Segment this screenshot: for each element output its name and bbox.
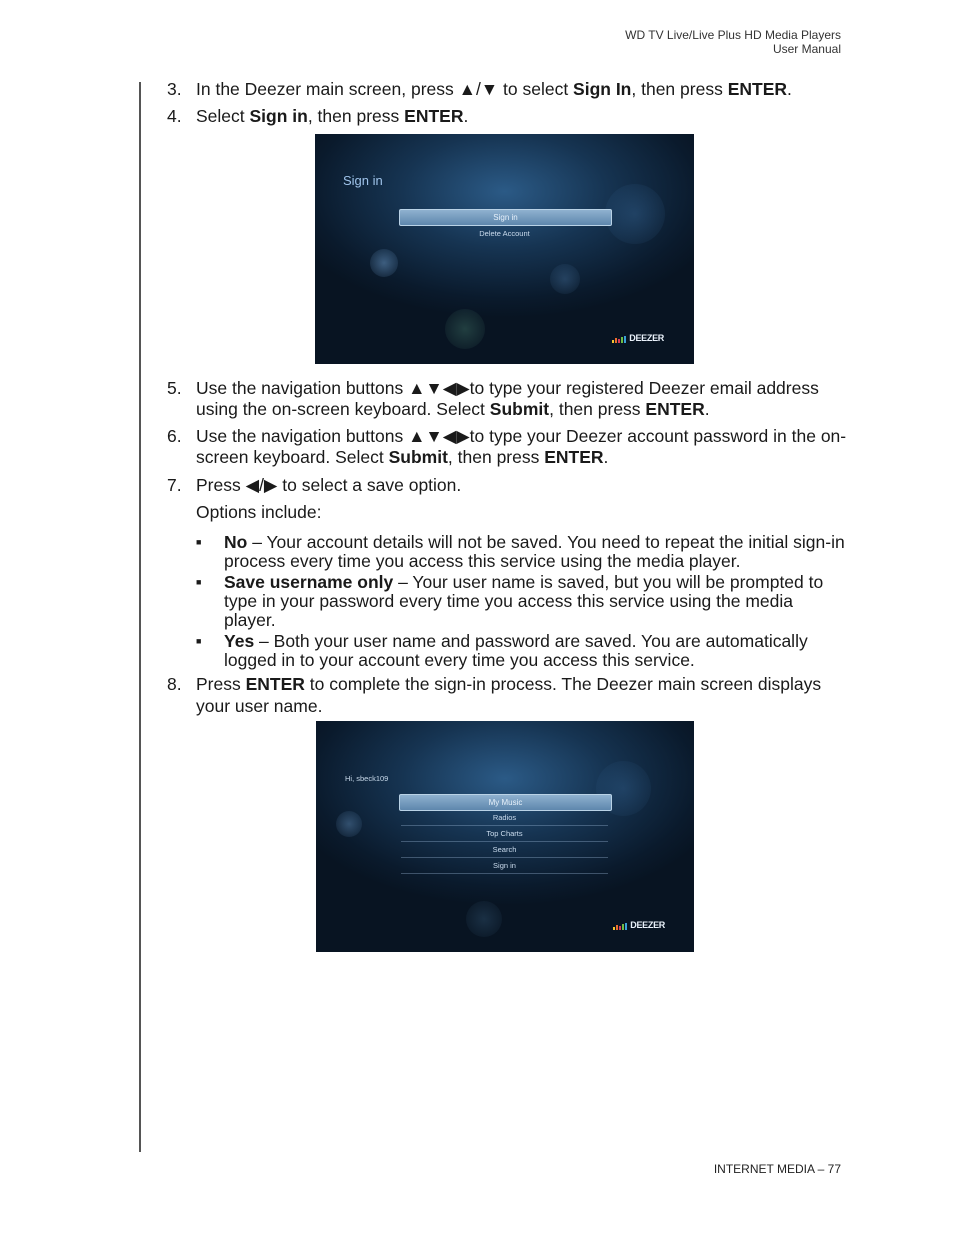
menu-item-sign-in[interactable]: Sign in: [399, 209, 612, 226]
left-right-arrows-icon: ◀/▶: [245, 475, 278, 495]
bokeh-orb: [605, 184, 665, 244]
square-bullet-icon: ■: [196, 537, 202, 547]
screenshot-sign-in: [315, 134, 694, 364]
square-bullet-icon: ■: [196, 577, 202, 587]
menu-divider: [401, 873, 608, 874]
options-list: [196, 533, 847, 670]
bokeh-orb: [336, 811, 362, 837]
step-5: [167, 378, 847, 420]
greeting-username: Hi, sbeck109: [345, 774, 389, 783]
bokeh-orb: [445, 309, 485, 349]
step-8: [167, 673, 847, 717]
navigation-arrows-icon: ▲▼◀▶: [408, 426, 470, 446]
step-number: 5.: [167, 378, 182, 398]
option-save-username: ■ Save username only – Your user name is saved, but you will be prompted to type in your password every time you access this service using the media player.: [196, 572, 824, 630]
menu-divider: [401, 841, 608, 842]
step-text: Use the navigation buttons ▲▼◀▶to type your Deezer account password in the on-screen keyboard. Select Submit, then press ENTER.: [196, 426, 847, 467]
step-number: 6.: [167, 426, 182, 446]
running-header: [625, 28, 841, 56]
menu-item-radios[interactable]: Radios: [492, 813, 517, 822]
step-number: 8.: [167, 674, 182, 694]
deezer-logo: DEEZER: [612, 334, 664, 343]
step-text: In the Deezer main screen, press ▲/▼ to select Sign In, then press ENTER.: [196, 79, 792, 99]
header-manual-label: User Manual: [772, 42, 841, 56]
menu-divider: [401, 825, 608, 826]
bokeh-orb: [370, 249, 398, 277]
step-7: [167, 475, 847, 496]
margin-rule: [139, 82, 141, 1152]
step-text: Use the navigation buttons ▲▼◀▶to type your registered Deezer email address using the on-screen keyboard. Select Submit, then press ENTER.: [196, 378, 819, 419]
menu-item-delete-account[interactable]: Delete Account: [479, 229, 530, 238]
page-footer: INTERNET MEDIA – 77: [713, 1162, 841, 1176]
menu-divider: [401, 857, 608, 858]
step-number: 3.: [167, 79, 182, 99]
deezer-logo: DEEZER: [613, 921, 665, 930]
step-4: [167, 106, 847, 127]
menu-item-my-music[interactable]: My Music: [399, 794, 612, 811]
header-product-title: WD TV Live/Live Plus HD Media Players: [625, 28, 841, 42]
screenshot-main-screen: [316, 721, 694, 952]
navigation-arrows-icon: ▲▼◀▶: [408, 378, 470, 398]
step-text: Press ◀/▶ to select a save option.: [196, 475, 462, 495]
step-text: Press ENTER to complete the sign-in process. The Deezer main screen displays your user name.: [196, 674, 822, 716]
step-number: 4.: [167, 106, 182, 126]
up-down-arrows-icon: ▲/▼: [458, 79, 499, 99]
bokeh-orb: [550, 264, 580, 294]
screen-title: Sign in: [343, 173, 383, 188]
equalizer-icon: [612, 336, 627, 343]
menu-item-search[interactable]: Search: [492, 845, 517, 854]
step-6: [167, 426, 847, 468]
step-text: Select Sign in, then press ENTER.: [196, 106, 469, 126]
equalizer-icon: [613, 923, 628, 930]
option-no: ■ No – Your account details will not be saved. You need to repeat the initial sign-in process every time you access this service using the media player.: [196, 532, 845, 571]
square-bullet-icon: ■: [196, 636, 202, 646]
menu-item-sign-in[interactable]: Sign in: [493, 861, 516, 870]
menu-item-top-charts[interactable]: Top Charts: [486, 829, 523, 838]
bokeh-orb: [466, 901, 502, 937]
option-yes: ■ Yes – Both your user name and password are saved. You are automatically logged in to your account every time you access this service.: [196, 631, 808, 670]
step-3: [167, 79, 847, 100]
step-number: 7.: [167, 475, 182, 495]
options-intro: Options include:: [196, 502, 322, 522]
